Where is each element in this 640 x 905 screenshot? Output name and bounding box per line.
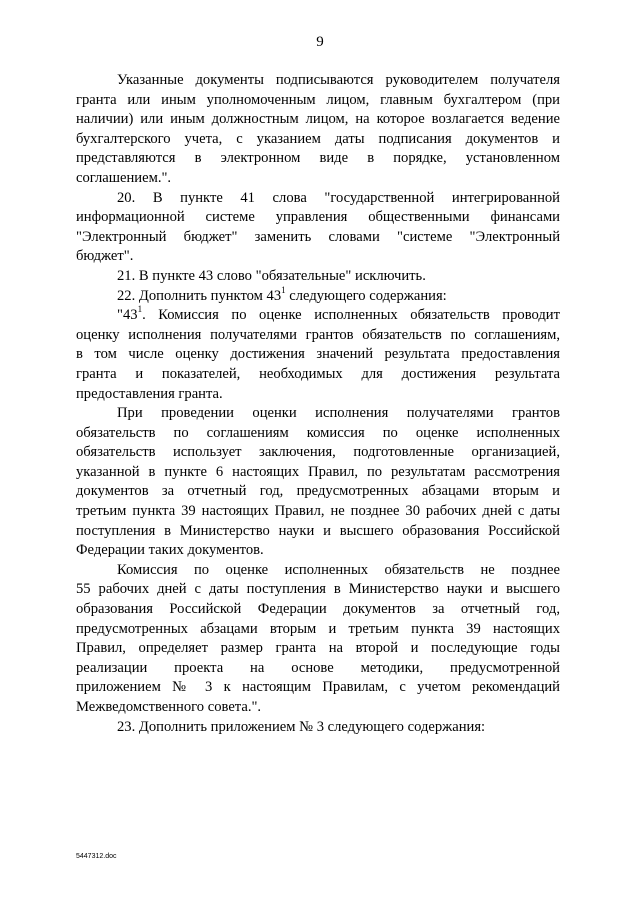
page-number: 9 [316,34,324,50]
text-line: бухгалтерского учета, с указанием даты подписания документов и [76,130,560,147]
text-line: обязательств по соглашениям комиссия по оценке исполненных [76,424,560,441]
text-line: образования Российской Федерации документов за отчетный год, [76,601,560,618]
text-line: 55 рабочих дней с даты поступления в Министерство науки и высшего [76,581,560,598]
text-line: Комиссия по оценке исполненных обязательств не позднее [117,561,560,578]
text-line: третьим пункта 39 настоящих Правил, не позднее 30 рабочих дней с даты [76,503,560,520]
text-line: документов за отчетный год, предусмотренных абзацами вторым и [76,483,560,500]
text-line: наличии) или иным должностным лицом, на которое возлагается ведение [76,111,560,128]
document-body [76,71,560,737]
text-line: гранта и показателей, необходимых для достижения результата [76,365,560,382]
text-line: поступления в Министерство науки и высшего образования Российской [76,522,560,539]
text-line: 21. В пункте 43 слово "обязательные" исключить. [117,267,426,284]
text-line: бюджет". [76,248,134,265]
text-line: Правил, определяет размер гранта на второй и последующие годы [76,640,560,657]
text-line: представляются в электронном виде в порядке, установленном [76,150,560,167]
text-line: "Электронный бюджет" заменить словами "системе "Электронный [76,228,560,245]
text-line: При проведении оценки исполнения получателями грантов [117,405,560,422]
text-line: "$43^1$. Комиссия по оценке исполненных обязательств проводит [117,304,560,324]
footer-file-name: 5447312.doc [76,853,117,860]
superscript: 1 [137,304,143,315]
text-line: в том числе оценку достижения значений результата предоставления [76,346,560,363]
text-line: гранта или иным уполномоченным лицом, главным бухгалтером (при [76,91,560,108]
text-line: Указанные документы подписываются руководителем получателя [117,72,560,88]
text-line: реализации проекта на основе методики, предусмотренной [76,659,560,676]
text-line: приложением № 3 к настоящим Правилам, с учетом рекомендаций [76,679,560,696]
text-line: 20. В пункте 41 слова "государственной интегрированной [117,189,560,206]
text-line: Федерации таких документов. [76,542,264,559]
text-line: предусмотренных абзацами вторым и третьим пункта 39 настоящих [76,620,560,637]
superscript: 1 [281,284,286,295]
text-line: обязательств использует заключения, подготовленные организацией, [76,444,560,461]
text-line: 22. Дополнить пунктом $43^1$ следующего содержания: [117,284,447,304]
text-line: Межведомственного совета.". [76,699,262,715]
text-line: информационной системе управления общественными финансами [76,209,560,226]
text-line: оценку исполнения получателями грантов обязательств по соглашениям, [76,326,560,343]
text-line: предоставления гранта. [76,385,223,402]
text-line: указанной в пункте 6 настоящих Правил, по результатам рассмотрения [76,463,560,480]
text-line: соглашением.". [76,169,172,186]
text-line: 23. Дополнить приложением № 3 следующего содержания: [117,718,486,735]
